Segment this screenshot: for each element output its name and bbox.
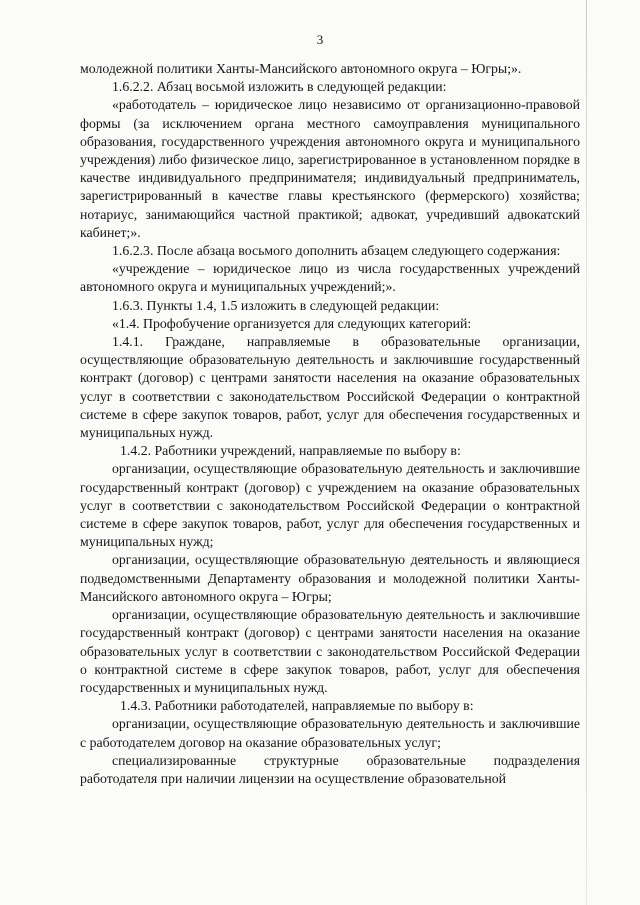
paragraph-1-6-3: 1.6.3. Пункты 1.4, 1.5 изложить в следующей редакции: [112,297,440,313]
document-body [80,60,580,788]
list-item-organizations-subordinate: организации, осуществляющие образовательную деятельность и являющиеся подведомственными Департаменту образования и молодежной политики Ханты-Мансийского автономного округа – Югры; [80,552,580,604]
paragraph-employer-definition: «работодатель – юридическое лицо независимо от организационно-правовой формы (за исключением органа местного самоуправления муниципального образования, государственного учреждения автономного округа и муниципального учреждения) либо физическое лицо, зарегистрированное в установленном порядке в качестве индивидуального предпринимателя; индивидуальный предприниматель, зарегистрированный в качестве главы крестьянского (фермерского) хозяйства; нотариус, занимающийся частной практикой; адвокат, учредивший адвокатский кабинет;». [80,97,580,240]
scan-edge-line [586,0,587,905]
list-item-organizations-contract: организации, осуществляющие образовательную деятельность и заключившие государственный контракт (договор) с учреждением на оказание образовательных услуг в соответствии с законодательством Российской Федерации о контрактной системе в сфере закупок товаров, работ, услуг для обеспечения государственных и муниципальных нужд; [80,461,580,550]
list-item-organizations-employment-centers: организации, осуществляющие образовательную деятельность и заключившие государственный контракт (договор) с центрами занятости населения на оказание образовательных услуг в соответствии с законодательством Российской Федерации о контрактной системе в сфере закупок товаров, работ, услуг для обеспечения государственных и муниципальных нужд. [80,607,580,695]
paragraph-1-6-2-2: 1.6.2.2. Абзац восьмой изложить в следующей редакции: [112,79,447,95]
list-item-specialized-divisions: специализированные структурные образовательные подразделения работодателя при наличии лицензии на осуществление образовательной [80,752,580,786]
paragraph-1-4-3: 1.4.3. Работники работодателей, направляемые по выбору в: [120,698,474,714]
paragraph-1-4: «1.4. Профобучение организуется для следующих категорий: [112,315,472,331]
list-item-organizations-employer-contract: организации, осуществляющие образовательную деятельность и заключившие с работодателем договор на оказание образовательных услуг; [80,716,580,750]
paragraph-1-4-1: 1.4.1. Граждане, направляемые в образовательные организации, осуществляющие образовательную деятельность и заключившие государственный контракт (договор) с центрами занятости населения на оказание образовательных услуг в соответствии с законодательством Российской Федерации о контрактной системе в сфере закупок товаров, работ, услуг для обеспечения государственных и муниципальных нужд. [80,334,580,441]
page-number: 3 [316,32,324,47]
paragraph-institution-definition: «учреждение – юридическое лицо из числа государственных учреждений автономного округа и муниципальных учреждений;». [80,261,580,295]
paragraph-1-4-2: 1.4.2. Работники учреждений, направляемые по выбору в: [120,443,461,459]
paragraph-1-6-2-3: 1.6.2.3. После абзаца восьмого дополнить абзацем следующего содержания: [112,243,561,259]
paragraph-continuation: молодежной политики Ханты-Мансийского автономного округа – Югры;». [80,61,522,76]
